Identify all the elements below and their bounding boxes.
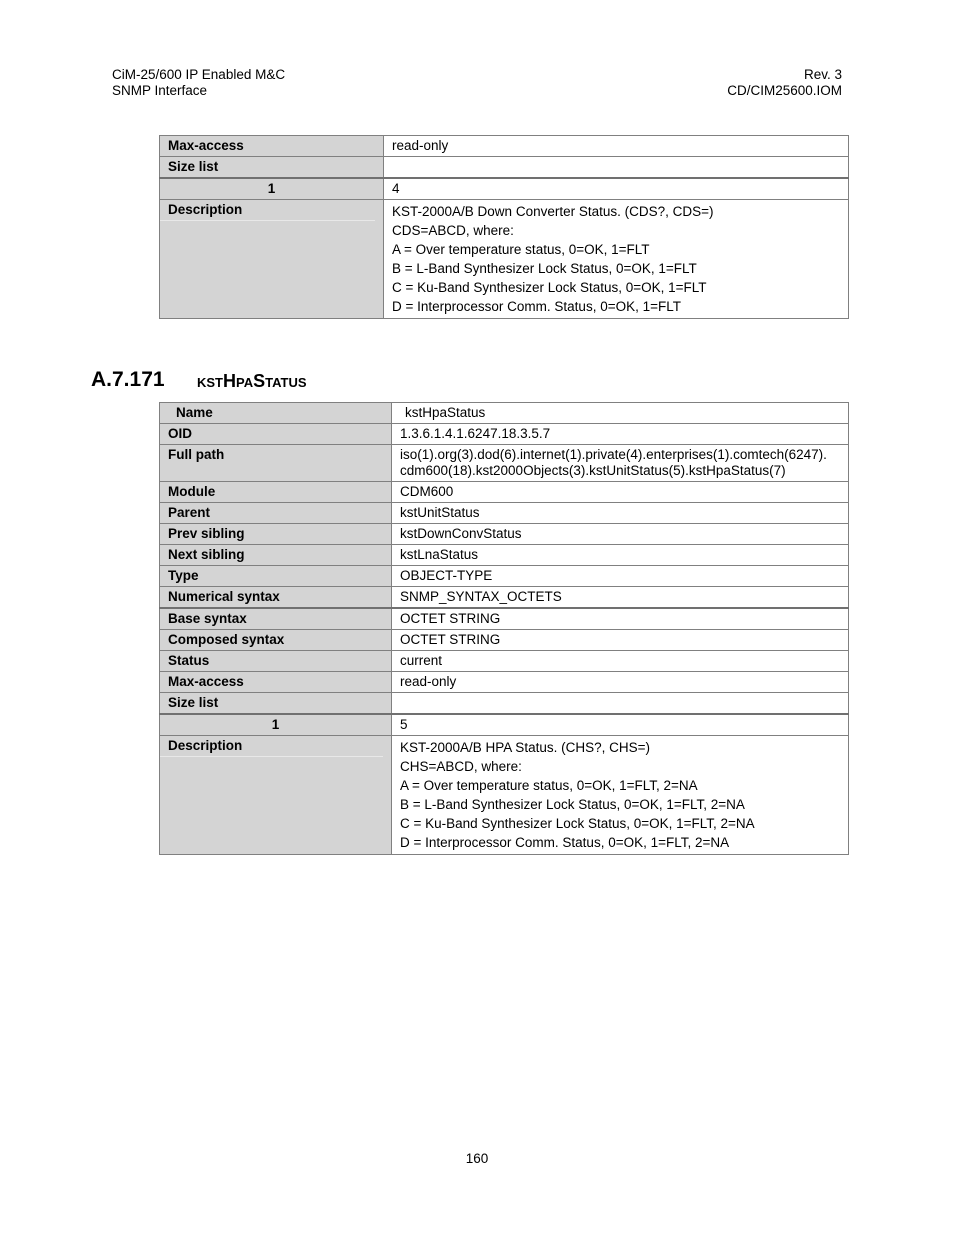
spec-table-continued: [159, 135, 849, 319]
table-row: [160, 651, 849, 672]
row-label: Next sibling: [160, 545, 392, 566]
full-path-line: cdm600(18).kst2000Objects(3).kstUnitStatus(5).kstHpaStatus(7): [400, 463, 786, 478]
description-line: D = Interprocessor Comm. Status, 0=OK, 1=FLT, 2=NA: [400, 835, 730, 850]
description-value: [392, 736, 849, 855]
row-label: Name: [160, 403, 392, 424]
section-number: A.7.171: [91, 368, 165, 391]
row-value: 1.3.6.1.4.1.6247.18.3.5.7: [392, 424, 849, 445]
row-value: [392, 693, 849, 715]
row-label: Status: [160, 651, 392, 672]
row-value: [392, 445, 849, 482]
description-line: CHS=ABCD, where:: [400, 759, 522, 774]
row-value: OCTET STRING: [392, 608, 849, 630]
size-value: 5: [392, 714, 849, 736]
full-path-line: iso(1).org(3).dod(6).internet(1).private(4).enterprises(1).comtech(6247).: [400, 447, 827, 462]
table-row: [160, 587, 849, 609]
row-label: Composed syntax: [160, 630, 392, 651]
table-row: [160, 178, 849, 200]
row-label: Description: [160, 736, 383, 757]
doc-subtitle: SNMP Interface: [112, 83, 208, 98]
table-row: [160, 524, 849, 545]
row-value: [384, 157, 849, 179]
row-label: Max-access: [160, 672, 392, 693]
row-label: Size list: [160, 693, 392, 715]
description-line: C = Ku-Band Synthesizer Lock Status, 0=OK, 1=FLT: [392, 280, 707, 295]
table-row: [160, 445, 849, 482]
row-label: Full path: [160, 445, 392, 482]
page-header-left: [112, 67, 285, 99]
section-heading: [91, 368, 307, 392]
row-value: current: [392, 651, 849, 672]
row-label: Description: [160, 200, 375, 221]
row-label: Base syntax: [160, 608, 392, 630]
description-line: KST-2000A/B HPA Status. (CHS?, CHS=): [400, 740, 650, 755]
table-row: [160, 136, 849, 157]
row-value: kstLnaStatus: [392, 545, 849, 566]
description-label-cell: [160, 200, 384, 319]
row-value: read-only: [392, 672, 849, 693]
description-line: B = L-Band Synthesizer Lock Status, 0=OK, 1=FLT: [392, 261, 697, 276]
row-label: Module: [160, 482, 392, 503]
table-row: [160, 424, 849, 445]
description-line: CDS=ABCD, where:: [392, 223, 514, 238]
row-label: Parent: [160, 503, 392, 524]
table-row: [160, 566, 849, 587]
table-row: [160, 157, 849, 179]
page-number: 160: [465, 1151, 489, 1166]
doc-revision: Rev. 3: [803, 67, 842, 82]
table-row: [160, 545, 849, 566]
description-value: [384, 200, 849, 319]
description-line: A = Over temperature status, 0=OK, 1=FLT, 2=NA: [400, 778, 698, 793]
description-line: B = L-Band Synthesizer Lock Status, 0=OK, 1=FLT, 2=NA: [400, 797, 745, 812]
table-row: [160, 608, 849, 630]
row-value: read-only: [384, 136, 849, 157]
doc-number: CD/CIM25600.IOM: [727, 83, 842, 98]
row-label: Type: [160, 566, 392, 587]
table-row: [160, 200, 849, 319]
description-line: D = Interprocessor Comm. Status, 0=OK, 1=FLT: [392, 299, 681, 314]
row-label: OID: [160, 424, 392, 445]
row-value: OBJECT-TYPE: [392, 566, 849, 587]
page-header-right: [727, 67, 842, 99]
row-value: CDM600: [392, 482, 849, 503]
row-value: kstUnitStatus: [392, 503, 849, 524]
table-row: [160, 693, 849, 715]
row-label: Size list: [160, 157, 384, 179]
row-label: Max-access: [160, 136, 384, 157]
row-value: SNMP_SYNTAX_OCTETS: [392, 587, 849, 609]
table-row: [160, 630, 849, 651]
section-title: kstHpaStatus: [197, 371, 307, 391]
row-value: OCTET STRING: [392, 630, 849, 651]
table-row: [160, 403, 849, 424]
row-value: kstHpaStatus: [392, 403, 849, 424]
spec-table: [159, 402, 849, 855]
row-label: Prev sibling: [160, 524, 392, 545]
size-index: 1: [160, 714, 392, 736]
table-row: [160, 482, 849, 503]
size-value: 4: [384, 178, 849, 200]
description-line: C = Ku-Band Synthesizer Lock Status, 0=OK, 1=FLT, 2=NA: [400, 816, 755, 831]
description-line: A = Over temperature status, 0=OK, 1=FLT: [392, 242, 650, 257]
doc-title: CiM-25/600 IP Enabled M&C: [112, 67, 286, 82]
row-label: Numerical syntax: [160, 587, 392, 609]
table-row: [160, 714, 849, 736]
description-line: KST-2000A/B Down Converter Status. (CDS?, CDS=): [392, 204, 714, 219]
table-row: [160, 503, 849, 524]
table-row: [160, 736, 849, 855]
row-value: kstDownConvStatus: [392, 524, 849, 545]
size-index: 1: [160, 178, 384, 200]
table-row: [160, 672, 849, 693]
description-label-cell: [160, 736, 392, 855]
